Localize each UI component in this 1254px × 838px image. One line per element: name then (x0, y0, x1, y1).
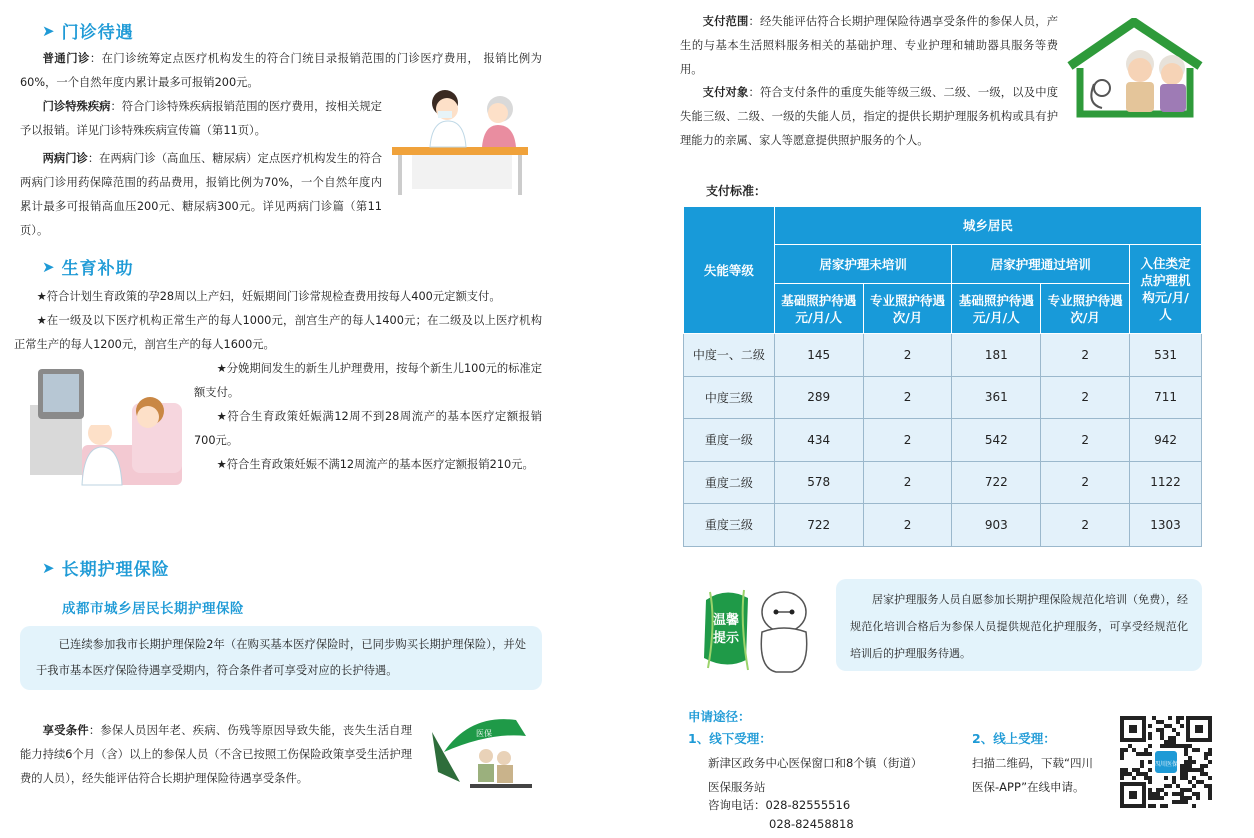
table-row (684, 334, 1202, 377)
qr-module (1124, 772, 1128, 776)
qr-module (1168, 744, 1172, 748)
outpatient-p3: 两病门诊：在两病门诊（高血压、糖尿病）定点医疗机构发生的符合两病门诊用药保障范围的药品费用，报销比例为70%，一个自然年度内累计最多可报销高血压200元、糖尿病300元。详见两病门诊篇（第11页）。 (20, 152, 382, 237)
table-cell-value: 2 (863, 504, 952, 547)
qr-module (1148, 804, 1152, 808)
arrow-icon: ➤ (42, 558, 56, 577)
table-cell-level: 重度二级 (684, 461, 775, 504)
apply-online-title: 2、线上受理： (972, 731, 1056, 746)
table-header-prof-trained: 专业照护待遇次/月 (1041, 284, 1130, 334)
table-cell-level: 中度一、二级 (684, 334, 775, 377)
qr-module (1148, 732, 1152, 736)
qr-module (1164, 740, 1168, 744)
qr-module (1168, 784, 1172, 788)
outpatient-p1: 普通门诊：在门诊统筹定点医疗机构发生的符合门统目录报销范围的门诊医疗费用， 报销比例为60%，一个自然年度内累计最多可报销200元。 (20, 52, 542, 89)
qr-module (1164, 776, 1168, 780)
qr-module (1132, 748, 1136, 752)
table-cell-value: 361 (952, 376, 1041, 419)
qr-module (1192, 768, 1196, 772)
qr-module (1120, 748, 1124, 752)
qr-module (1120, 772, 1124, 776)
qr-module (1148, 788, 1152, 792)
table-cell-value: 2 (1041, 419, 1130, 462)
table-header-trained: 居家护理通过培训 (952, 245, 1130, 284)
arrow-icon: ➤ (42, 21, 56, 40)
qr-module (1148, 780, 1152, 784)
table-cell-value: 542 (952, 419, 1041, 462)
qr-module (1152, 796, 1156, 800)
apply-online-details: 扫描二维码，下载“四川 医保-APP”在线申请。 (972, 756, 1093, 794)
qr-module (1180, 776, 1184, 780)
payment-standard-table (683, 206, 1202, 547)
qr-module (1208, 776, 1212, 780)
table-cell-value: 2 (863, 334, 952, 377)
qr-module (1192, 748, 1196, 752)
qr-module (1140, 772, 1144, 776)
maternity-item: ★符合生育政策妊娠满12周不到28周流产的基本医疗定额报销700元。 (194, 410, 542, 447)
qr-code[interactable] (1120, 716, 1212, 808)
qr-module (1172, 728, 1176, 732)
qr-module (1120, 776, 1124, 780)
elderly-care-house-illustration (1064, 18, 1206, 120)
maternity-section-title: ➤ 生育补助 (42, 257, 134, 279)
qr-module (1184, 800, 1188, 804)
qr-module (1156, 792, 1160, 796)
qr-module (1200, 780, 1204, 784)
table-cell-value: 711 (1130, 376, 1202, 419)
qr-module (1176, 716, 1180, 720)
ltc-section-title: ➤ 长期护理保险 (42, 558, 170, 580)
qr-module (1188, 768, 1192, 772)
table-header-residents: 城乡居民 (774, 207, 1201, 245)
qr-module (1180, 796, 1184, 800)
qr-module (1168, 716, 1172, 720)
maternity-items-bottom (194, 357, 542, 477)
qr-module (1148, 752, 1152, 756)
qr-module (1148, 796, 1152, 800)
qr-module (1180, 772, 1184, 776)
qr-module (1184, 788, 1188, 792)
qr-module (1164, 804, 1168, 808)
qr-module (1192, 804, 1196, 808)
qr-module (1184, 796, 1188, 800)
qr-module (1188, 756, 1192, 760)
qr-module (1168, 740, 1172, 744)
table-row (684, 504, 1202, 547)
svg-text:四川医保: 四川医保 (1153, 761, 1179, 768)
qr-module (1188, 744, 1192, 748)
svg-text:提示: 提示 (712, 631, 740, 646)
table-row (684, 419, 1202, 462)
qr-module (1124, 768, 1128, 772)
qr-module (1140, 764, 1144, 768)
qr-module (1192, 760, 1196, 764)
table-cell-level: 重度一级 (684, 419, 775, 462)
qr-module (1184, 772, 1188, 776)
qr-module (1160, 720, 1164, 724)
qr-module (1180, 768, 1184, 772)
qr-module (1148, 724, 1152, 728)
qr-module (1176, 720, 1180, 724)
warm-tip-badge-illustration (696, 582, 818, 674)
qr-module (1188, 796, 1192, 800)
table-row (684, 376, 1202, 419)
qr-module (1180, 764, 1184, 768)
svg-text:温馨: 温馨 (712, 613, 740, 628)
qr-module (1160, 732, 1164, 736)
qr-module (1140, 752, 1144, 756)
qr-module (1168, 724, 1172, 728)
qr-module (1168, 736, 1172, 740)
ltc-target: 支付对象：符合支付条件的重度失能等级三级、二级、一级，以及中度失能三级、二级、一级的失能人员，指定的提供长期护理服务机构或具有护理能力的亲属、家人等愿意提供照护服务的个人。 (680, 86, 1058, 147)
table-cell-value: 903 (952, 504, 1041, 547)
qr-module (1144, 776, 1148, 780)
table-cell-value: 578 (774, 461, 863, 504)
ltc-standard-label: 支付标准： (706, 184, 767, 198)
table-cell-level: 重度三级 (684, 504, 775, 547)
svg-text:医保: 医保 (476, 729, 492, 738)
qr-module (1204, 772, 1208, 776)
outpatient-p2: 门诊特殊疾病：符合门诊特殊疾病报销范围的医疗费用，按相关规定予以报销。详见门诊特殊疾病宣传篇（第11页）。 (20, 100, 382, 137)
qr-module (1132, 768, 1136, 772)
ltc-scope: 支付范围：经失能评估符合长期护理保险待遇享受条件的参保人员，产生的与基本生活照料服务相关的基础护理、专业护理和辅助器具服务等费用。 (680, 15, 1058, 76)
maternity-item: ★在一级及以下医疗机构正常生产的每人1000元，剖宫生产的每人1400元；在二级及以上医疗机构正常生产的每人1200元，剖宫生产的每人1600元。 (14, 314, 542, 351)
table-cell-value: 2 (863, 376, 952, 419)
qr-module (1200, 764, 1204, 768)
qr-module (1184, 752, 1188, 756)
qr-module (1164, 784, 1168, 788)
qr-module (1180, 716, 1184, 720)
ltc-info-box: 已连续参加我市长期护理保险2年（在购买基本医疗保险时，已同步购买长期护理保险），并处于我市基本医疗保险待遇享受期内，符合条件者可享受对应的长护待遇。 (20, 626, 542, 690)
qr-module (1128, 772, 1132, 776)
table-cell-value: 2 (863, 461, 952, 504)
qr-module (1152, 792, 1156, 796)
qr-module (1160, 736, 1164, 740)
qr-module (1188, 788, 1192, 792)
qr-module (1172, 744, 1176, 748)
qr-module (1180, 724, 1184, 728)
table-header-institution: 入住类定点护理机构元/月/人 (1130, 245, 1202, 334)
qr-module (1160, 788, 1164, 792)
qr-module (1208, 760, 1212, 764)
maternity-items-top (14, 285, 542, 357)
qr-module (1176, 744, 1180, 748)
table-cell-value: 2 (1041, 376, 1130, 419)
qr-module (1160, 796, 1164, 800)
table-cell-level: 中度三级 (684, 376, 775, 419)
qr-module (1208, 792, 1212, 796)
qr-module (1172, 740, 1176, 744)
table-cell-value: 2 (1041, 504, 1130, 547)
maternity-item: ★符合计划生育政策的孕28周以上产妇，妊娠期间门诊常规检查费用按每人400元定额支付。 (36, 290, 501, 303)
qr-module (1184, 760, 1188, 764)
qr-module (1200, 768, 1204, 772)
table-cell-value: 289 (774, 376, 863, 419)
qr-module (1172, 780, 1176, 784)
qr-module (1124, 748, 1128, 752)
qr-module (1184, 748, 1188, 752)
qr-module (1208, 784, 1212, 788)
warm-tip-box: 居家护理服务人员自愿参加长期护理保险规范化培训（免费），经规范化培训合格后为参保人员提供规范化护理服务，可享受经规范化培训后的护理服务待遇。 (836, 579, 1202, 671)
maternity-item: ★分娩期间发生的新生儿护理费用，按每个新生儿100元的标准定额支付。 (194, 362, 543, 399)
qr-module (1120, 752, 1124, 756)
qr-module (1132, 776, 1136, 780)
qr-module (1208, 796, 1212, 800)
qr-module (1180, 744, 1184, 748)
table-header-basic-trained: 基础照护待遇元/月/人 (952, 284, 1041, 334)
qr-module (1192, 784, 1196, 788)
qr-module (1148, 776, 1152, 780)
qr-module (1180, 788, 1184, 792)
table-header-basic-untrained: 基础照护待遇元/月/人 (774, 284, 863, 334)
apply-offline-title: 1、线下受理： (688, 731, 772, 746)
qr-module (1156, 796, 1160, 800)
qr-module (1184, 776, 1188, 780)
qr-module (1120, 756, 1124, 760)
qr-module (1128, 744, 1132, 748)
table-cell-value: 531 (1130, 334, 1202, 377)
qr-module (1148, 736, 1152, 740)
qr-module (1176, 732, 1180, 736)
apply-phone: 咨询电话：028-82555516 028-82458818 (708, 798, 854, 831)
table-cell-value: 722 (952, 461, 1041, 504)
qr-module (1204, 752, 1208, 756)
qr-module (1204, 764, 1208, 768)
qr-module (1180, 800, 1184, 804)
qr-module (1156, 720, 1160, 724)
table-cell-value: 1303 (1130, 504, 1202, 547)
qr-module (1160, 744, 1164, 748)
qr-module (1172, 800, 1176, 804)
qr-module (1184, 768, 1188, 772)
qr-module (1208, 748, 1212, 752)
qr-module (1136, 768, 1140, 772)
table-cell-value: 434 (774, 419, 863, 462)
qr-module (1200, 772, 1204, 776)
table-cell-value: 2 (1041, 461, 1130, 504)
qr-module (1176, 784, 1180, 788)
qr-module (1152, 716, 1156, 720)
qr-module (1136, 752, 1140, 756)
qr-module (1172, 792, 1176, 796)
table-header-untrained: 居家护理未培训 (774, 245, 952, 284)
ltc-conditions: 享受条件：参保人员因年老、疾病、伤残等原因导致失能，丧失生活自理能力持续6个月（含）以上的参保人员（不含已按照工伤保险政策享受生活护理费的人员），经失能评估符合长期护理保险待遇享受条件。 (20, 724, 412, 785)
qr-module (1188, 780, 1192, 784)
table-cell-value: 722 (774, 504, 863, 547)
qr-module (1148, 760, 1152, 764)
qr-module (1204, 784, 1208, 788)
table-cell-value: 1122 (1130, 461, 1202, 504)
qr-module (1172, 776, 1176, 780)
qr-module (1140, 760, 1144, 764)
qr-module (1152, 804, 1156, 808)
table-cell-value: 2 (1041, 334, 1130, 377)
table-header-prof-untrained: 专业照护待遇次/月 (863, 284, 952, 334)
insurance-umbrella-illustration (430, 712, 538, 792)
qr-module (1180, 792, 1184, 796)
table-header-level: 失能等级 (684, 207, 775, 334)
qr-module (1156, 788, 1160, 792)
qr-module (1160, 728, 1164, 732)
maternity-item: ★符合生育政策妊娠不满12周流产的基本医疗定额报销210元。 (216, 458, 534, 471)
apply-title: 申请途径： (688, 709, 751, 724)
qr-module (1144, 772, 1148, 776)
qr-module (1164, 744, 1168, 748)
qr-module (1196, 780, 1200, 784)
qr-module (1148, 792, 1152, 796)
arrow-icon: ➤ (42, 257, 56, 276)
qr-module (1208, 788, 1212, 792)
qr-module (1156, 728, 1160, 732)
qr-module (1164, 724, 1168, 728)
table-cell-value: 181 (952, 334, 1041, 377)
qr-module (1184, 744, 1188, 748)
outpatient-section-title: ➤ 门诊待遇 (42, 21, 134, 43)
ltc-subtitle: 成都市城乡居民长期护理保险 (62, 601, 244, 617)
qr-module (1184, 764, 1188, 768)
table-cell-value: 2 (863, 419, 952, 462)
doctor-consultation-illustration (392, 85, 530, 200)
qr-module (1144, 752, 1148, 756)
table-row (684, 461, 1202, 504)
qr-module (1196, 748, 1200, 752)
qr-module (1204, 756, 1208, 760)
qr-module (1136, 772, 1140, 776)
table-cell-value: 145 (774, 334, 863, 377)
qr-module (1148, 768, 1152, 772)
qr-module (1188, 760, 1192, 764)
qr-module (1208, 752, 1212, 756)
qr-module (1172, 736, 1176, 740)
qr-module (1120, 768, 1124, 772)
qr-module (1176, 800, 1180, 804)
qr-module (1196, 792, 1200, 796)
apply-offline-details: 新津区政务中心医保窗口和8个镇（街道） 医保服务站 (708, 756, 923, 794)
qr-module (1160, 804, 1164, 808)
qr-module (1144, 748, 1148, 752)
maternity-ward-illustration (22, 365, 190, 510)
qr-module (1148, 744, 1152, 748)
qr-module (1188, 764, 1192, 768)
qr-module (1192, 776, 1196, 780)
qr-module (1176, 792, 1180, 796)
qr-module (1164, 792, 1168, 796)
qr-module (1196, 768, 1200, 772)
table-cell-value: 942 (1130, 419, 1202, 462)
qr-module (1196, 796, 1200, 800)
qr-module (1192, 792, 1196, 796)
